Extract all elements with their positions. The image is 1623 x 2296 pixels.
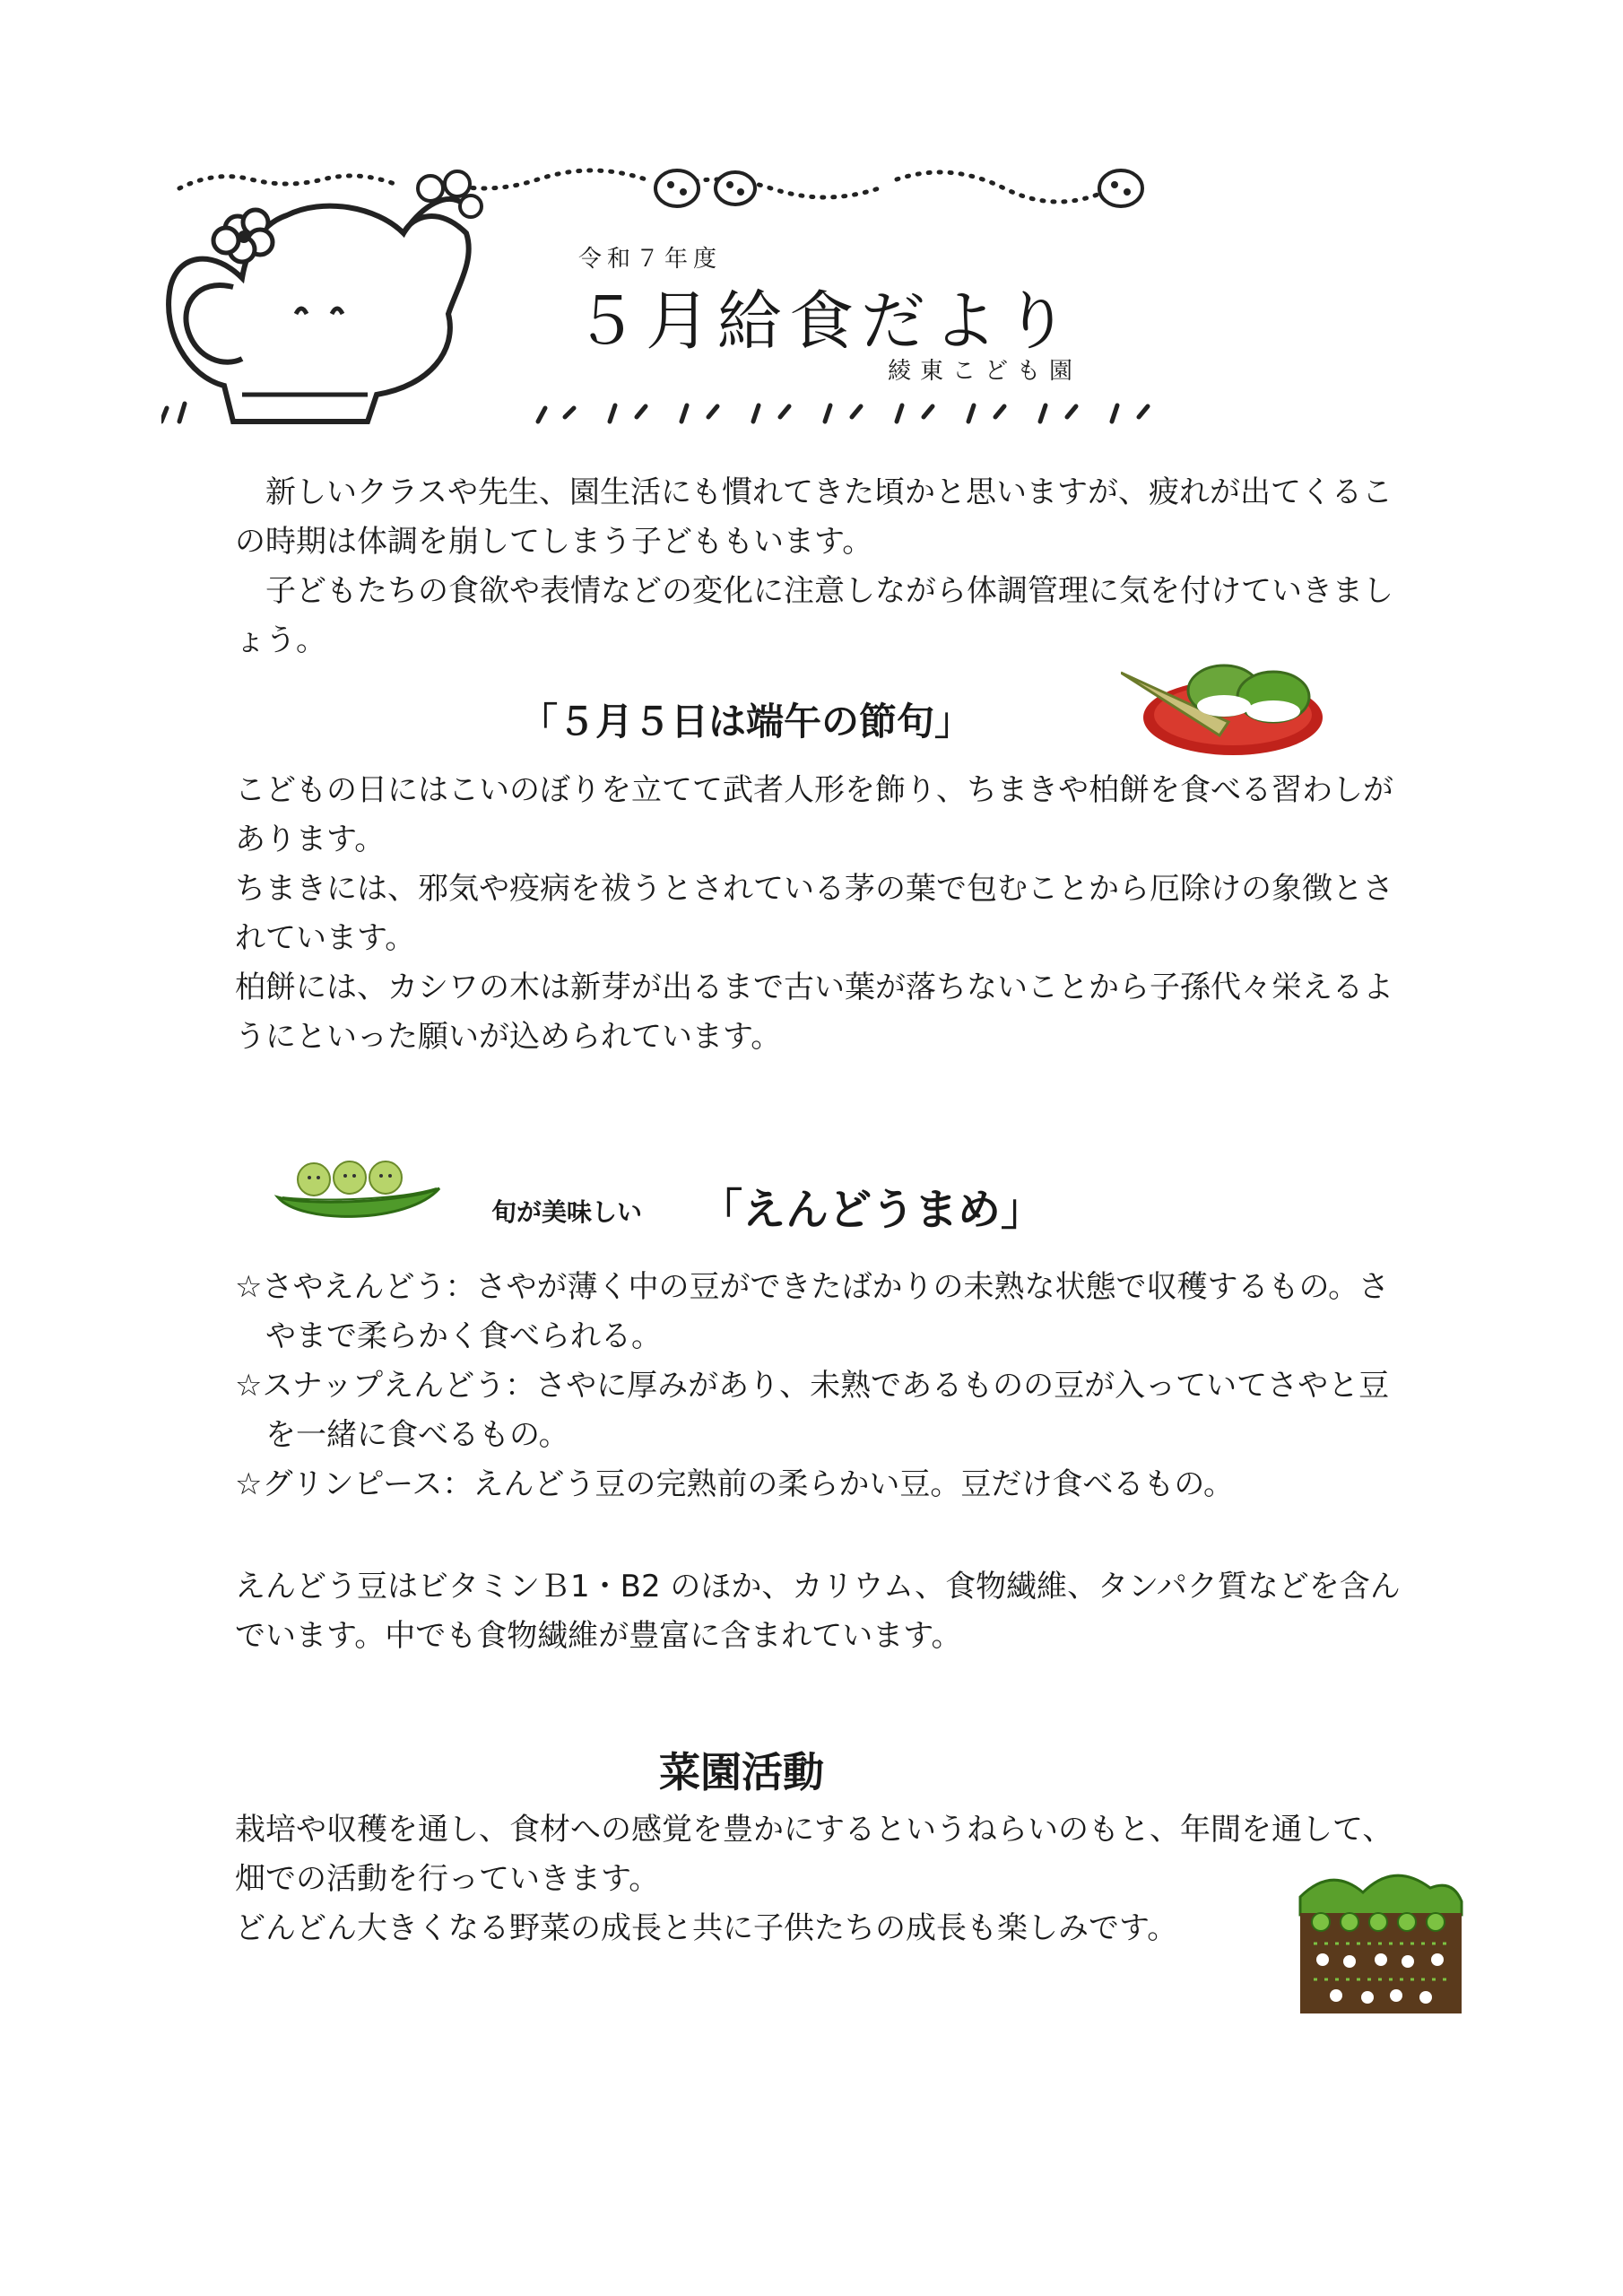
vegetable-garden-illustration (1296, 1861, 1466, 2018)
garden-paragraph-2: どんどん大きくなる野菜の成長と共に子供たちの成長も楽しみです。 (235, 1910, 1178, 1946)
tango-paragraph-2: ちまきには、邪気や疫病を祓うとされている茅の葉で包むことから厄除けの象徴とされています。 (235, 871, 1393, 956)
tango-paragraph-3: 柏餅には、カシワの木は新芽が出るまで古い葉が落ちないことから子孫代々栄えるようにといった願いが込められています。 (235, 970, 1393, 1055)
garden-heading: 菜園活動 (659, 1748, 824, 1796)
endo-nutrition-section (235, 1562, 1410, 1661)
endo-heading: 「えんどうまめ」 (699, 1185, 1045, 1235)
school-name: 綾東こども園 (888, 358, 1082, 385)
tango-paragraph-1: こどもの日にはこいのぼりを立てて武者人形を飾り、ちまきや柏餅を食べる習わしがあります。 (235, 772, 1393, 857)
tango-heading: 「５月５日は端午の節句」 (520, 700, 973, 744)
intro-paragraph-1: 新しいクラスや先生、園生活にも慣れてきた頃かと思いますが、疲れが出てくるこの時期は体調を崩してしまう子どももいます。 (235, 474, 1393, 560)
list-item: ☆グリンピース：えんどう豆の完熟前の柔らかい豆。豆だけ食べるもの。 (235, 1466, 1235, 1502)
list-item: ☆スナップえんどう：さやに厚みがあり、未熟であるものの豆が入っていてさやと豆を一緒に食べるもの。 (235, 1368, 1390, 1453)
tango-section (235, 766, 1410, 1062)
endo-list (235, 1263, 1410, 1509)
pea-pod-illustration (273, 1148, 444, 1229)
intro-paragraph-2: 子どもたちの食欲や表情などの変化に注意しながら体調管理に気を付けていきましょう。 (235, 573, 1393, 658)
endo-nutrition-paragraph: えんどう豆はビタミンＢ1・B2 のほか、カリウム、食物繊維、タンパク質などを含んでいます。中でも食物繊維が豊富に含まれています。 (235, 1569, 1401, 1654)
garden-section (235, 1805, 1410, 1953)
kashiwa-mochi-illustration (1121, 650, 1327, 758)
garden-paragraph-1: 栽培や収穫を通し、食材への感覚を豊かにするというねらいのもと、年間を通して、畑での活動を行っていきます。 (235, 1812, 1393, 1897)
page-title: ５月給食だより (574, 283, 1077, 359)
fiscal-year-label: 令和７年度 (578, 246, 723, 273)
list-item: ☆さやえんどう：さやが薄く中の豆ができたばかりの未熟な状態で収穫するもの。さやまで柔らかく食べられる。 (235, 1269, 1390, 1354)
intro-section (235, 468, 1410, 665)
endo-heading-prefix: 旬が美味しい (491, 1197, 643, 1227)
